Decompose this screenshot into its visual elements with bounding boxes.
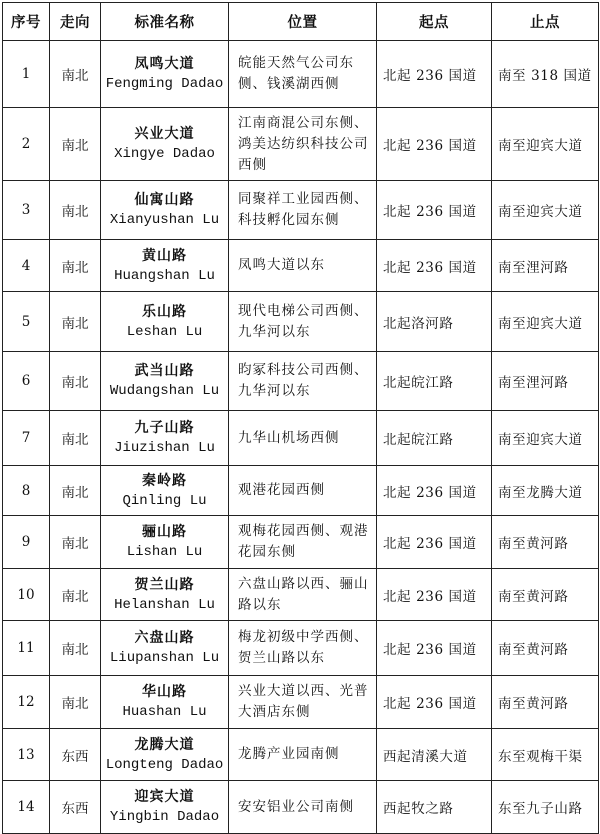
road-name-pinyin: Xianyushan Lu [109, 212, 220, 228]
road-name-chinese: 秦岭路 [142, 472, 187, 489]
row-index: 10 [3, 569, 50, 621]
road-name-chinese: 兴业大道 [134, 126, 195, 142]
road-name-pinyin: Yingbin Dadao [109, 809, 220, 825]
row-road-name [101, 292, 229, 352]
road-name-pinyin: Liupanshan Lu [109, 650, 220, 666]
row-direction: 南北 [50, 516, 101, 569]
row-end-point: 南至迎宾大道 [492, 181, 599, 240]
header-name: 标准名称 [101, 3, 229, 41]
row-road-name [101, 466, 229, 516]
table-row [3, 292, 599, 352]
table-row [3, 466, 599, 516]
row-road-name [101, 240, 229, 292]
table-row [3, 181, 599, 240]
row-position: 现代电梯公司西侧、九华河以东 [229, 292, 377, 352]
row-end-point: 南至迎宾大道 [492, 292, 599, 352]
row-end-point: 南至浬河路 [492, 352, 599, 411]
table-row [3, 516, 599, 569]
row-road-name [101, 516, 229, 569]
road-name-pinyin: Fengming Dadao [105, 76, 224, 92]
row-position: 梅龙初级中学西侧、贺兰山路以东 [229, 621, 377, 676]
road-name-pinyin: Huangshan Lu [114, 267, 215, 284]
row-start-point: 北起 236 国道 [377, 108, 492, 181]
header-direction: 走向 [50, 3, 101, 41]
road-name-pinyin: Jiuzishan Lu [114, 440, 215, 456]
row-start-point: 北起 236 国道 [377, 569, 492, 621]
row-position: 凤鸣大道以东 [229, 240, 377, 292]
row-end-point: 南至黄河路 [492, 569, 599, 621]
row-position: 六盘山路以西、骊山路以东 [229, 569, 377, 621]
row-direction: 南北 [50, 676, 101, 729]
road-name-chinese: 凤鸣大道 [134, 56, 195, 72]
row-direction: 南北 [50, 292, 101, 352]
row-start-point: 西起清溪大道 [377, 729, 492, 781]
road-name-pinyin: Lishan Lu [126, 544, 203, 560]
header-position: 位置 [229, 3, 377, 41]
row-index: 3 [3, 181, 50, 240]
row-road-name [101, 41, 229, 108]
row-position: 观港花园西侧 [229, 466, 377, 516]
row-end-point: 南至黄河路 [492, 676, 599, 729]
row-start-point: 北起皖江路 [377, 352, 492, 411]
row-end-point: 南至 318 国道 [492, 41, 599, 108]
table-body [3, 41, 599, 834]
table-row [3, 781, 599, 834]
row-start-point: 北起皖江路 [377, 411, 492, 466]
table-row [3, 352, 599, 411]
row-position: 安安铝业公司南侧 [229, 781, 377, 834]
road-name-table [2, 2, 599, 834]
row-start-point: 北起 236 国道 [377, 621, 492, 676]
row-end-point: 南至迎宾大道 [492, 411, 599, 466]
row-direction: 南北 [50, 411, 101, 466]
header-start: 起点 [377, 3, 492, 41]
row-road-name [101, 352, 229, 411]
row-road-name [101, 621, 229, 676]
row-direction: 南北 [50, 181, 101, 240]
road-name-chinese: 仙寓山路 [134, 192, 195, 208]
row-direction: 南北 [50, 240, 101, 292]
row-end-point: 南至浬河路 [492, 240, 599, 292]
row-end-point: 南至黄河路 [492, 516, 599, 569]
row-road-name [101, 181, 229, 240]
table-row [3, 108, 599, 181]
row-direction: 南北 [50, 621, 101, 676]
row-direction: 南北 [50, 352, 101, 411]
row-position: 九华山机场西侧 [229, 411, 377, 466]
road-name-pinyin: Longteng Dadao [105, 756, 224, 773]
table-row [3, 729, 599, 781]
row-direction: 南北 [50, 466, 101, 516]
row-index: 9 [3, 516, 50, 569]
row-end-point: 南至龙腾大道 [492, 466, 599, 516]
road-name-chinese: 贺兰山路 [134, 576, 195, 593]
row-end-point: 东至观梅干渠 [492, 729, 599, 781]
row-index: 1 [3, 41, 50, 108]
road-name-chinese: 武当山路 [134, 363, 195, 379]
road-name-pinyin: Qinling Lu [122, 492, 207, 509]
row-index: 13 [3, 729, 50, 781]
row-road-name [101, 569, 229, 621]
row-index: 7 [3, 411, 50, 466]
row-start-point: 北起 236 国道 [377, 516, 492, 569]
row-direction: 东西 [50, 729, 101, 781]
table-row [3, 621, 599, 676]
road-name-chinese: 九子山路 [134, 420, 195, 436]
row-position: 观梅花园西侧、观港花园东侧 [229, 516, 377, 569]
row-index: 14 [3, 781, 50, 834]
road-name-chinese: 黄山路 [142, 247, 187, 264]
road-name-chinese: 迎宾大道 [134, 789, 195, 805]
row-road-name [101, 729, 229, 781]
row-start-point: 北起 236 国道 [377, 676, 492, 729]
road-name-pinyin: Xingye Dadao [114, 146, 215, 162]
road-name-pinyin: Leshan Lu [126, 323, 203, 340]
table-row [3, 411, 599, 466]
table-row [3, 41, 599, 108]
header-index: 序号 [3, 3, 50, 41]
row-start-point: 西起牧之路 [377, 781, 492, 834]
table-row [3, 569, 599, 621]
row-direction: 南北 [50, 41, 101, 108]
road-name-chinese: 华山路 [142, 684, 187, 700]
row-index: 6 [3, 352, 50, 411]
row-road-name [101, 108, 229, 181]
row-position: 同聚祥工业园西侧、科技孵化园东侧 [229, 181, 377, 240]
row-start-point: 北起 236 国道 [377, 466, 492, 516]
road-name-pinyin: Wudangshan Lu [109, 383, 220, 399]
row-direction: 南北 [50, 569, 101, 621]
road-name-chinese: 乐山路 [142, 303, 187, 320]
row-position: 皖能天然气公司东侧、钱溪湖西侧 [229, 41, 377, 108]
row-position: 昀冢科技公司西侧、九华河以东 [229, 352, 377, 411]
header-row [3, 3, 599, 41]
row-index: 11 [3, 621, 50, 676]
row-index: 8 [3, 466, 50, 516]
row-road-name [101, 676, 229, 729]
row-index: 12 [3, 676, 50, 729]
row-direction: 南北 [50, 108, 101, 181]
row-road-name [101, 781, 229, 834]
row-position: 兴业大道以西、光普大酒店东侧 [229, 676, 377, 729]
table-row [3, 240, 599, 292]
row-index: 2 [3, 108, 50, 181]
table-row [3, 676, 599, 729]
road-name-pinyin: Huashan Lu [122, 704, 207, 720]
road-name-pinyin: Helanshan Lu [114, 596, 215, 613]
header-end: 止点 [492, 3, 599, 41]
row-position: 龙腾产业园南侧 [229, 729, 377, 781]
road-name-chinese: 六盘山路 [134, 630, 195, 646]
row-position: 江南商混公司东侧、鸿美达纺织科技公司西侧 [229, 108, 377, 181]
row-end-point: 南至黄河路 [492, 621, 599, 676]
row-index: 4 [3, 240, 50, 292]
row-index: 5 [3, 292, 50, 352]
row-end-point: 南至迎宾大道 [492, 108, 599, 181]
row-start-point: 北起 236 国道 [377, 41, 492, 108]
row-end-point: 东至九子山路 [492, 781, 599, 834]
row-road-name [101, 411, 229, 466]
row-start-point: 北起洛河路 [377, 292, 492, 352]
row-direction: 东西 [50, 781, 101, 834]
row-start-point: 北起 236 国道 [377, 181, 492, 240]
row-start-point: 北起 236 国道 [377, 240, 492, 292]
road-name-chinese: 龙腾大道 [134, 736, 195, 753]
road-name-chinese: 骊山路 [142, 524, 187, 540]
